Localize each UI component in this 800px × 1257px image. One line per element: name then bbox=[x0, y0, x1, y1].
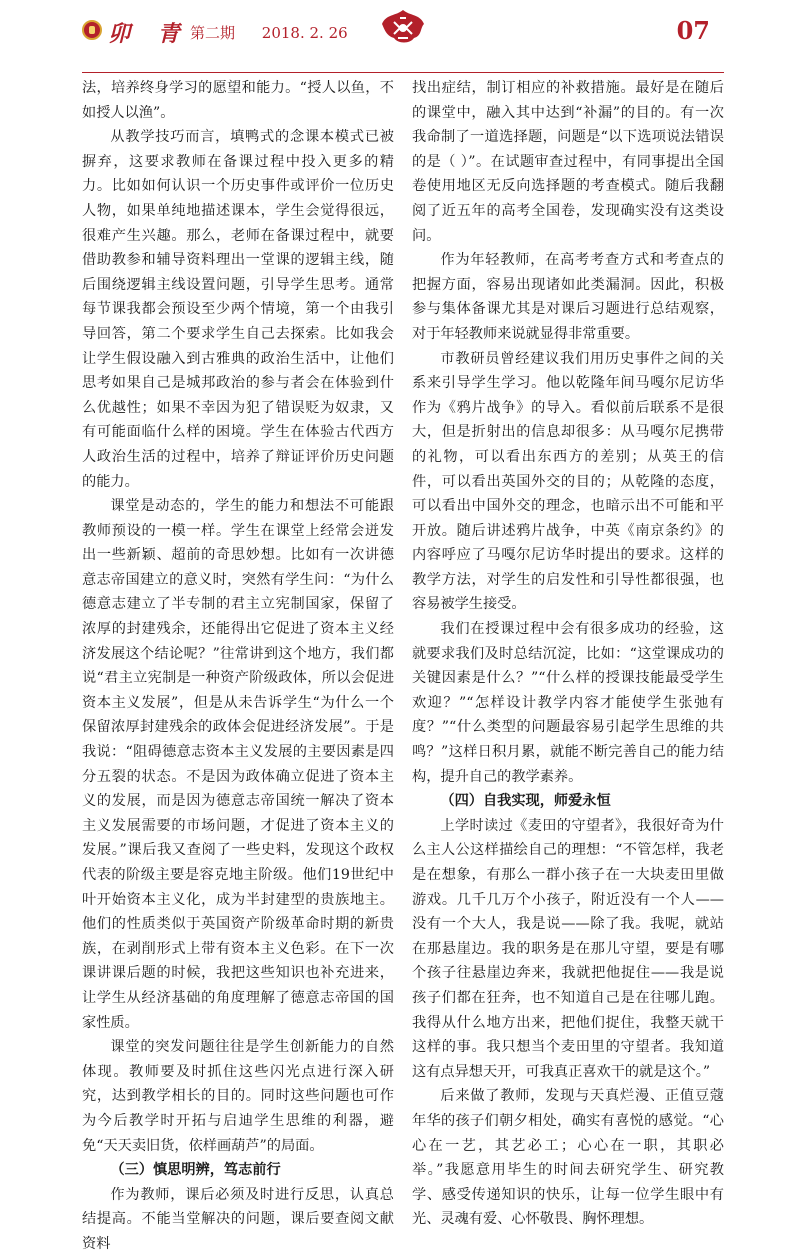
emblem-icon bbox=[82, 20, 102, 40]
paragraph: 作为年轻教师，在高考考查方式和考查点的把握方面，容易出现诸如此类漏洞。因此，积极参与集体备课尤其是对课后习题进行总结观察，对于年轻教师来说就显得非常重要。 bbox=[412, 252, 724, 342]
paragraph: 市教研员曾经建议我们用历史事件之间的关系来引导学生学习。他以乾隆年间马嘎尔尼访华作为《鸦片战争》的导入。看似前后联系不是很大，但是折射出的信息却很多：从马嘎尔尼携带的礼物，可以看出东西方的差别；从英王的信件，可以看出英国外交的目的；从乾隆的态度，可以看出中国外交的理念，也暗示出不可能和平开放。随后讲述鸦片战争，中英《南京条约》的内容呼应了马嘎尔尼访华时提出的要求。这样的教学方法，对学生的启发性和引导性都很强，也容易被学生接受。 bbox=[412, 350, 724, 613]
paragraph: 上学时读过《麦田的守望者》，我很好奇为什么主人公这样描绘自己的理想：“不管怎样，我老是在想象，有那么一群小孩子在一大块麦田里做游戏。几千几万个小孩子，附近没有一个人——没有一个大人，我是说——除了我。我呢，就站在那悬崖边。我的职务是在那儿守望，要是有哪个孩子往悬崖边奔来，我就把他捉住——我是说孩子们都在狂奔，也不知道自己是在往哪儿跑。我得从什么地方出来，把他们捉住，我整天就干这样的事。我只想当个麦田里的守望者。我知道这有点异想天开，可我真正喜欢干的就是这个。” bbox=[412, 817, 724, 1080]
page-header bbox=[0, 0, 800, 76]
magazine-brand: 卯 青 bbox=[108, 21, 190, 47]
left-column bbox=[82, 76, 394, 1257]
right-column bbox=[412, 76, 724, 1232]
issue-date: 2018. 2. 26 bbox=[261, 24, 348, 42]
paragraph: 作为教师，课后必须及时进行反思，认真总结提高。不能当堂解决的问题，课后要查阅文献资料 bbox=[82, 1186, 394, 1252]
paragraph: 从教学技巧而言，填鸭式的念课本模式已被摒弃，这要求教师在备课过程中投入更多的精力。比如如何认识一个历史事件或评价一位历史人物，如果单纯地描述课本，学生会觉得很远，很难产生兴趣。那么，老师在备课过程中，就要借助教参和辅导资料理出一堂课的逻辑主线，随后围绕逻辑主线设置问题，引导学生思考。通常每节课我都会预设至少两个情境，第一个由我引导回答，第二个要求学生自己去探索。比如我会让学生假设融入到古雅典的政治生活中，让他们思考如果自己是城邦政治的参与者会在体验到什么优越性；如果不幸因为犯了错误贬为奴隶，又有可能面临什么样的困境。学生在体验古代西方人政治生活的过程中，培养了辩证评价历史问题的能力。 bbox=[82, 129, 394, 490]
paragraph: 课堂的突发问题往往是学生创新能力的自然体现。教师要及时抓住这些闪光点进行深入研究，达到教学相长的目的。同时这些问题也可作为今后教学时开拓与启迪学生思维的利器，避免“天天卖旧货，依样画葫芦”的局面。 bbox=[82, 1039, 394, 1154]
paper-cut-ornament-icon bbox=[380, 8, 426, 46]
paragraph: 后来做了教师，发现与天真烂漫、正值豆蔻年华的孩子们朝夕相处，确实有喜悦的感觉。“心心在一艺，其艺必工；心心在一职，其职必举。”我愿意用毕生的时间去研究学生、研究教学、感受传递知识的快乐，让每一位学生眼中有光、灵魂有爱、心怀敬畏、胸怀理想。 bbox=[412, 1088, 724, 1228]
section-heading: （四）自我实现，师爱永恒 bbox=[440, 793, 611, 810]
issue-number: 第二期 bbox=[190, 24, 236, 42]
paragraph: 课堂是动态的，学生的能力和想法不可能跟教师预设的一模一样。学生在课堂上经常会迸发出一些新颖、超前的奇思妙想。比如有一次讲德意志帝国建立的意义时，突然有学生问：“为什么德意志建立了半专制的君主立宪制国家，保留了浓厚的封建残余，还能得出它促进了资本主义经济发展这个结论呢？”往常讲到这个地方，我们都说“君主立宪制是一种资产阶级政体，所以会促进资本主义发展”，但是从未告诉学生“为什么一个保留浓厚封建残余的政体会促进经济发展”。于是我说：“阻碍德意志资本主义发展的主要因素是四分五裂的状态。不是因为政体确立促进了资本主义的发展，而是因为德意志帝国统一解决了资本主义发展需要的市场问题，才促进了资本主义的发展。”课后我又查阅了一些史料，发现这个政权代表的阶级主要是容克地主阶级。他们19世纪中叶开始资本主义化，成为半封建型的贵族地主。他们的性质类似于英国资产阶级革命时期的新贵族，在剥削形式上带有资本主义色彩。在下一次课讲课后题的时候，我把这些知识也补充进来，让学生从经济基础的角度理解了德意志帝国的国家性质。 bbox=[82, 498, 394, 1031]
issue-info bbox=[190, 22, 370, 43]
paragraph: 我们在授课过程中会有很多成功的经验，这就要求我们及时总结沉淀，比如：“这堂课成功的关键因素是什么？”“什么样的授课技能最受学生欢迎？”“怎样设计教学内容才能使学生张弛有度？”“什么类型的问题最容易引起学生思维的共鸣？”这样日积月累，就能不断完善自己的能力结构，提升自己的教学素养。 bbox=[412, 621, 724, 785]
paragraph: 找出症结，制订相应的补救措施。最好是在随后的课堂中，融入其中达到“补漏”的目的。有一次我命制了一道选择题，问题是“以下选项说法错误的是（ ）”。在试题审查过程中，有同事提出全国卷使用地区无反向选择题的考查模式。随后我翻阅了近五年的高考全国卷，发现确实没有这类设问。 bbox=[412, 80, 724, 244]
page-number: 07 bbox=[676, 16, 710, 45]
section-heading: （三）慎思明辨，笃志前行 bbox=[110, 1162, 281, 1179]
header-rule bbox=[82, 72, 724, 73]
paragraph: 法，培养终身学习的愿望和能力。“授人以鱼，不如授人以渔”。 bbox=[82, 80, 394, 121]
